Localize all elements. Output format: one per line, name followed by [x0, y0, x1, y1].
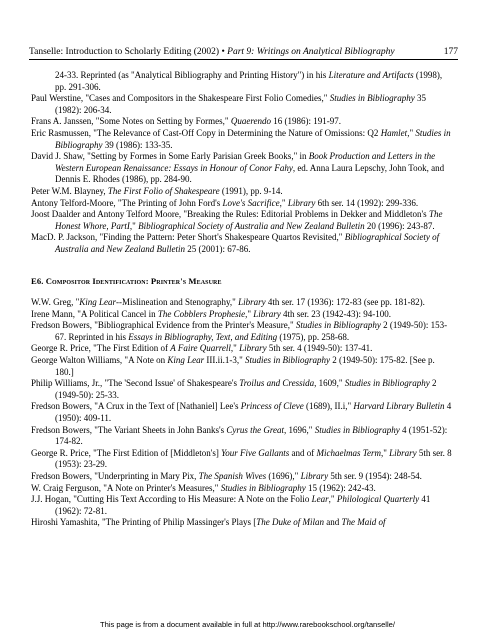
section-title: Compositor Identification: Printer's Measure: [45, 275, 222, 286]
header-title-plain: Tanselle: Introduction to Scholarly Editing (2002) •: [29, 47, 228, 57]
entry-list-top: [31, 93, 454, 255]
bibliography-entry: Hiroshi Yamashita, "The Printing of Philip Massinger's Plays [The Duke of Milan and The Maid of: [31, 517, 386, 528]
bibliography-entry: Paul Werstine, "Cases and Compositors in the Shakespeare First Folio Comedies," Studies in Bibliography 35 (1982): 206-34.: [31, 93, 426, 115]
header-title: [29, 47, 395, 57]
bibliography-entry: Frans A. Janssen, "Some Notes on Setting by Formes," Quaerendo 16 (1986): 191-97.: [31, 116, 342, 127]
bibliography-entry: Eric Rasmussen, "The Relevance of Cast-Off Copy in Determining the Nature of Omissions: Q2 Hamlet," Studies in Bibliography 39 (1986): 133-35.: [31, 127, 451, 150]
bibliography-entry: Joost Daalder and Antony Telford Moore, "Breaking the Rules: Editorial Problems in Dekker and Middleton's The Honest Whore, PartI," Bibliographical Society of Australia and New Zealand Bulletin 20 (1996): 243-87.: [31, 209, 443, 231]
bibliography-entry: Fredson Bowers, "Underprinting in Mary Pix, The Spanish Wives (1696)," Library 5th ser. 9 (1954): 248-54.: [31, 471, 422, 481]
section-heading: [31, 276, 454, 288]
bibliography-entry: George R. Price, "The First Edition of [Middleton's] Your Five Gallants and of Michaelmas Term," Library 5th ser. 8 (1953): 23-29.: [31, 447, 452, 470]
bibliography-entry: George Walton Williams, "A Note on King Lear III.ii.1-3," Studies in Bibliography 2 (1949-50): 175-82. [See p. 180.]: [31, 355, 435, 377]
bibliography-entry: Fredson Bowers, "A Crux in the Text of [Nathaniel] Lee's Princess of Cleve (1689), II.i," Harvard Library Bulletin 4 (1950): 409-11.: [31, 401, 452, 424]
entry-list-section: [31, 297, 454, 529]
page-footer: This page is from a document available in full at http://www.rarebookschool.org/tanselle/: [99, 620, 396, 629]
bibliography-body: [31, 70, 454, 529]
bibliography-entry: Philip Williams, Jr., "The 'Second Issue' of Shakespeare's Troilus and Cressida, 1609," Studies in Bibliography 2 (1949-50): 25-33.: [31, 378, 437, 400]
bibliography-entry: George R. Price, "The First Edition of A Faire Quarrell," Library 5th ser. 4 (1949-50): 137-41.: [31, 343, 373, 354]
continuation-text: 24-33. Reprinted (as "Analytical Bibliography and Printing History") in his Literature and Artifacts (1998), pp. 291-306.: [55, 70, 443, 92]
bibliography-entry: Irene Mann, "A Political Cancel in The Cobblers Prophesie," Library 4th ser. 23 (1942-43): 94-100.: [31, 308, 392, 319]
bibliography-entry: W. Craig Ferguson, "A Note on Printer's Measures," Studies in Bibliography 15 (1962): 242-43.: [31, 482, 376, 493]
bibliography-entry: MacD. P. Jackson, "Finding the Pattern: Peter Short's Shakespeare Quartos Revisited," Bibliographical Society of Australia and New Zealand Bulletin 25 (2001): 67-86.: [31, 232, 440, 254]
bibliography-entry: W.W. Greg, "King Lear--Mislineation and Stenography," Library 4th ser. 17 (1936): 172-83 (see pp. 181-82).: [31, 297, 425, 308]
bibliography-entry: Antony Telford-Moore, "The Printing of John Ford's Love's Sacrifice," Library 6th ser. 14 (1992): 299-336.: [31, 197, 419, 208]
bibliography-entry: David J. Shaw, "Setting by Formes in Some Early Parisian Greek Books," in Book Production and Letters in the Western European Renaissance: Essays in Honour of Conor Fahy, ed. Anna Laura Lepschy, John Took, and Dennis E. Rhodes (1986), pp. 284-90.: [31, 151, 445, 185]
bibliography-entry: Peter W.M. Blayney, The First Folio of Shakespeare (1991), pp. 9-14.: [31, 185, 283, 196]
header-rule: [29, 59, 458, 60]
running-header: [29, 46, 458, 58]
section-number: E6.: [31, 275, 46, 286]
bibliography-entry: Fredson Bowers, "Bibliographical Evidence from the Printer's Measure," Studies in Bibliography 2 (1949-50): 153-67. Reprinted in his Essays in Bibliography, Text, and Editing (1975), pp. 258-68.: [31, 320, 448, 342]
page-number: 177: [443, 47, 458, 57]
header-title-part: Part 9: Writings on Analytical Bibliography: [227, 47, 395, 57]
bibliography-entry: Fredson Bowers, "The Variant Sheets in John Banks's Cyrus the Great, 1696," Studies in Bibliography 4 (1951-52): 174-82.: [31, 424, 448, 447]
bibliography-entry: J.J. Hogan, "Cutting His Text According to His Measure: A Note on the Folio Lear," Philological Quarterly 41 (1962): 72-81.: [31, 494, 431, 516]
